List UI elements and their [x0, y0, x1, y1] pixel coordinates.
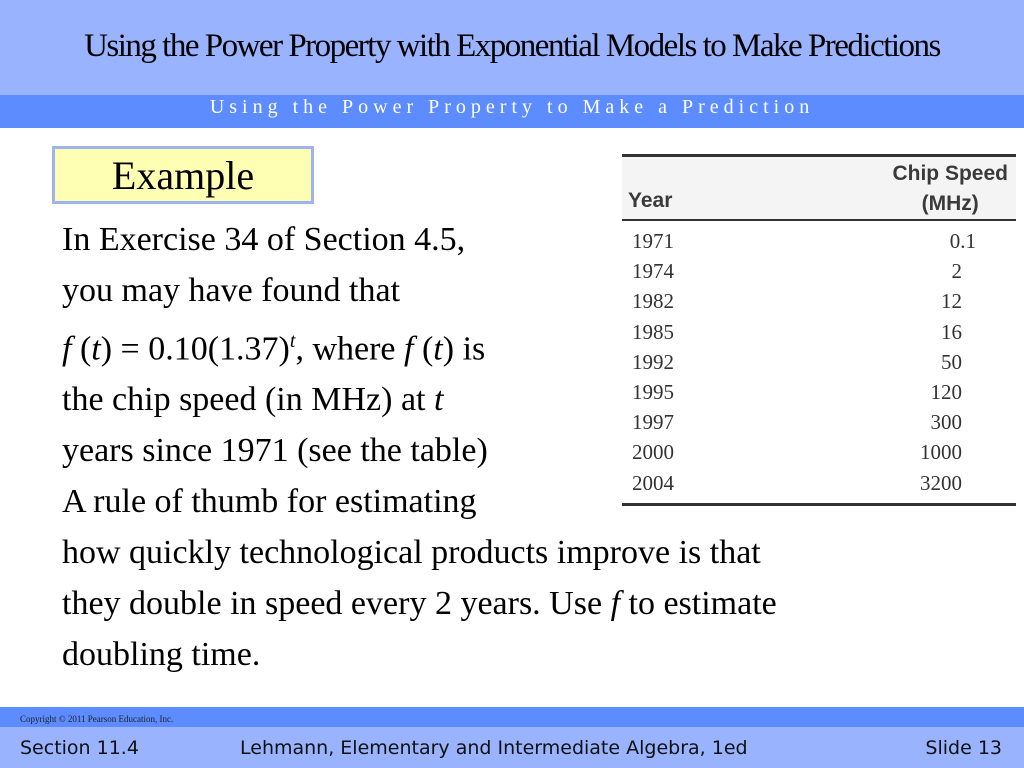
- function-f: f: [404, 330, 414, 368]
- cell-speed: 2: [951, 259, 962, 284]
- text-line-9: doubling time.: [62, 636, 261, 674]
- text-line-8: [62, 578, 982, 629]
- cell-year: 1992: [632, 349, 674, 374]
- example-label: Example: [111, 153, 255, 198]
- footer-book-title: Lehmann, Elementary and Intermediate Algebra, 1ed: [240, 737, 748, 759]
- column-header-speed: [892, 159, 1008, 219]
- table-row: [622, 439, 1016, 469]
- column-header-year: Year: [628, 189, 673, 212]
- exponent-t: t: [289, 330, 296, 352]
- table-body: [622, 221, 1016, 506]
- copyright-notice: Copyright © 2011 Pearson Education, Inc.: [20, 714, 174, 724]
- text-line-1: In Exercise 34 of Section 4.5,: [62, 221, 466, 258]
- cell-speed: 16: [941, 319, 962, 344]
- text-line-5: years since 1971 (see the table): [62, 432, 488, 470]
- cell-year: 2004: [632, 470, 674, 495]
- text-line-2: you may have found that: [62, 272, 401, 309]
- cell-year: 1974: [632, 259, 674, 284]
- table-row: [622, 409, 1016, 439]
- text-part: the chip speed (in MHz) at: [62, 381, 434, 419]
- cell-speed: 50: [941, 349, 962, 374]
- table-row: [622, 319, 1016, 349]
- table-row: [622, 258, 1016, 288]
- text-part: they double in speed every 2 years. Use: [62, 585, 611, 623]
- cell-speed: 0.1: [949, 229, 976, 253]
- cell-speed: 120: [930, 379, 962, 404]
- text-line-6: A rule of thumb for estimating: [62, 483, 477, 521]
- text-line-7: how quickly technological products improve is that: [62, 534, 761, 572]
- table-header: [622, 154, 1016, 221]
- slide-title: Using the Power Property with Exponential Models to Make Predictions: [84, 28, 940, 64]
- footer-section: Section 11.4: [20, 737, 139, 759]
- formula-part: (: [413, 330, 434, 368]
- cell-year: 1971: [632, 229, 674, 253]
- cell-year: 1995: [632, 379, 674, 404]
- chip-speed-table: [622, 154, 1016, 506]
- variable-t: t: [91, 330, 101, 368]
- cell-year: 2000: [632, 440, 674, 465]
- formula-part: (: [71, 330, 92, 368]
- variable-t: t: [434, 381, 444, 419]
- slide-subtitle: Using the Power Property to Make a Prediction: [209, 96, 815, 118]
- formula-part: ) is: [442, 330, 486, 368]
- function-f: f: [610, 585, 621, 623]
- variable-t: t: [433, 330, 443, 368]
- cell-speed: 12: [941, 289, 962, 314]
- footer-slide-number: Slide 13: [925, 737, 1002, 759]
- cell-speed: 3200: [920, 470, 962, 495]
- table-row: [622, 288, 1016, 318]
- cell-speed: 1000: [920, 440, 962, 465]
- table-row: [622, 228, 1016, 258]
- text-part: to estimate: [620, 585, 777, 623]
- cell-year: 1982: [632, 289, 674, 314]
- column-header-speed-line2: (MHz): [921, 192, 979, 215]
- table-row: [622, 349, 1016, 379]
- table-row: [622, 470, 1016, 500]
- slide-footer: [0, 727, 1024, 768]
- cell-year: 1997: [632, 410, 674, 435]
- cell-year: 1985: [632, 319, 674, 344]
- function-f: f: [62, 330, 72, 368]
- example-label-box: [52, 146, 314, 204]
- cell-speed: 300: [930, 410, 962, 435]
- formula-part: , where: [295, 330, 405, 368]
- column-header-speed-line1: Chip Speed: [892, 162, 1008, 185]
- table-row: [622, 379, 1016, 409]
- formula-part: ) = 0.10(1.37): [100, 330, 290, 368]
